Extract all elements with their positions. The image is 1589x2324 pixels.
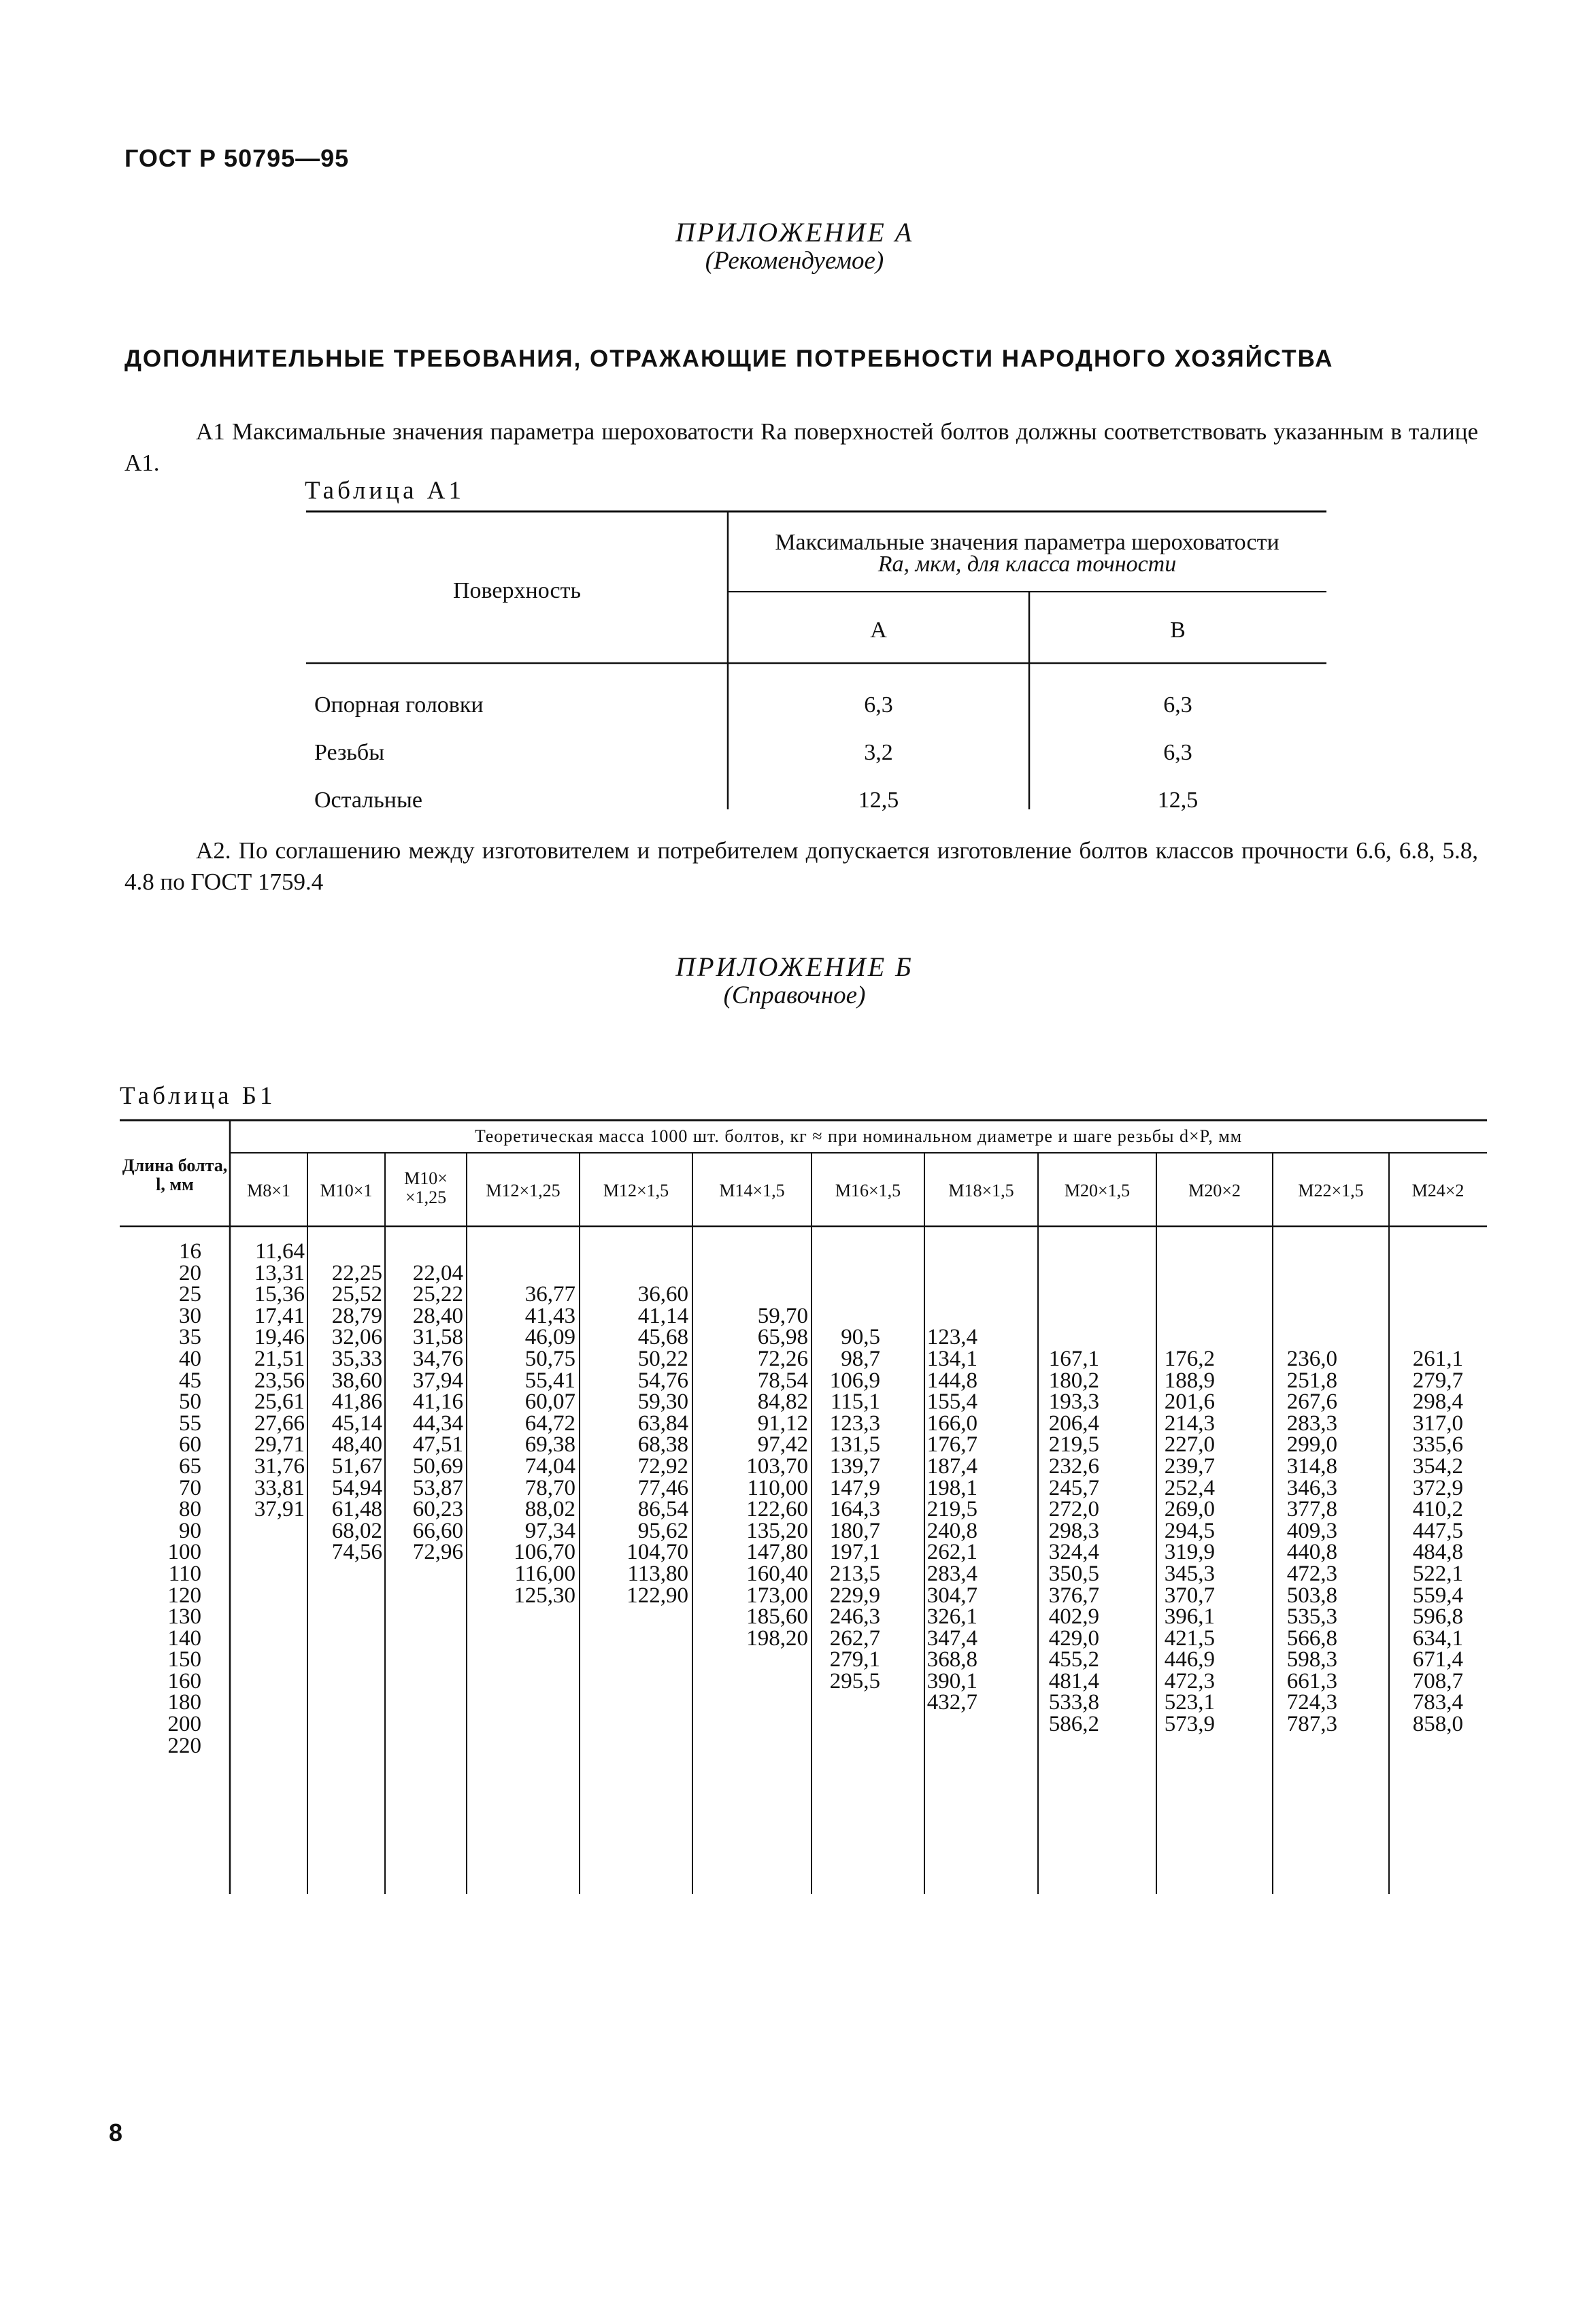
appendix-b-subtitle: (Справочное)	[723, 981, 866, 1009]
table-b1-col-header: M18×1,5	[948, 1181, 1014, 1200]
table-a1-header-group-line1: Максимальные значения параметра шероховатости	[775, 530, 1279, 555]
table-a1-header-a: А	[870, 618, 887, 643]
table-b1-col-header: M14×1,5	[719, 1181, 785, 1200]
document-code: ГОСТ Р 50795—95	[124, 144, 350, 172]
table-b1-value-column: 59,70 65,98 72,26 78,54 84,82 91,12 97,42 103,70 110,00 122,60 135,20 147,80 160,40 173,00 185,60 198,20	[746, 1303, 808, 1651]
table-a1-header-b: В	[1170, 618, 1186, 643]
paragraph-a2-text: А2. По соглашению между изготовителем и потребителем допускается изготовление болтов классов прочности 6.6, 6.8, 5.8, 4.8 по ГОСТ 1759.4	[124, 837, 1478, 895]
section-heading: ДОПОЛНИТЕЛЬНЫЕ ТРЕБОВАНИЯ, ОТРАЖАЮЩИЕ ПОТРЕБНОСТИ НАРОДНОГО ХОЗЯЙСТВА	[124, 346, 1334, 372]
table-b1-col-header: M12×1,5	[603, 1181, 669, 1200]
paragraph-a2	[124, 835, 1478, 898]
table-b1-value-column: 167,1 180,2 193,3 206,4 219,5 232,6 245,7 272,0 298,3 324,4 350,5 376,7 402,9 429,0 455,2 481,4 533,8 586,2	[1048, 1346, 1099, 1737]
paragraph-a1	[124, 416, 1478, 479]
table-b1-col-header: M8×1	[247, 1181, 290, 1200]
table-b1-value-column: 11,64 13,31 15,36 17,41 19,46 21,51 23,56 25,61 27,66 29,71 31,76 33,81 37,91	[254, 1239, 305, 1522]
appendix-a-title: ПРИЛОЖЕНИЕ А	[675, 217, 914, 248]
table-a1-row-a: 12,5	[858, 788, 899, 813]
table-b1-length-column: 16 20 25 30 35 40 45 50 55 60 65 70 80 90 100 110 120 130 140 150 160 180 200 220	[167, 1239, 201, 1758]
table-a1-row-a: 3,2	[864, 740, 893, 765]
page-number: 8	[109, 2119, 123, 2146]
table-b1-value-column: 236,0 251,8 267,6 283,3 299,0 314,8 346,3 377,8 409,3 440,8 472,3 503,8 535,3 566,8 598,3 661,3 724,3 787,3	[1286, 1346, 1337, 1737]
table-b1-col-header: M10× ×1,25	[404, 1168, 448, 1207]
table-b1-header-length: Длина болта, l, мм	[122, 1156, 228, 1194]
table-a1-row-surface: Резьбы	[314, 740, 385, 765]
table-b1-value-column: 36,77 41,43 46,09 50,75 55,41 60,07 64,72 69,38 74,04 78,70 88,02 97,34 106,70 116,00 125,30	[514, 1282, 575, 1608]
table-b1-value-column: 22,04 25,22 28,40 31,58 34,76 37,94 41,16 44,34 47,51 50,69 53,87 60,23 66,60 72,96	[412, 1260, 463, 1565]
table-a1-header-surface: Поверхность	[453, 578, 581, 603]
table-b1-col-header: M22×1,5	[1298, 1181, 1364, 1200]
table-b1-value-column: 36,60 41,14 45,68 50,22 54,76 59,30 63,84 68,38 72,92 77,46 86,54 95,62 104,70 113,80 122,90	[626, 1282, 688, 1608]
table-b1-col-header: M20×2	[1188, 1181, 1241, 1200]
table-a1-row-surface: Опорная головки	[314, 692, 484, 718]
table-a1	[306, 510, 1326, 813]
table-a1-row-a: 6,3	[864, 692, 893, 718]
table-b1-value-column: 123,4 134,1 144,8 155,4 166,0 176,7 187,4 198,1 219,5 240,8 262,1 283,4 304,7 326,1 347,4 368,8 390,1 432,7	[926, 1325, 977, 1715]
table-b1-header-group: Теоретическая масса 1000 шт. болтов, кг ≈ при номинальном диаметре и шаге резьбы d×P, мм	[474, 1126, 1243, 1146]
table-b1-value-column: 176,2 188,9 201,6 214,3 227,0 239,7 252,4 269,0 294,5 319,9 345,3 370,7 396,1 421,5 446,9 472,3 523,1 573,9	[1164, 1346, 1215, 1737]
table-b1-value-column: 261,1 279,7 298,4 317,0 335,6 354,2 372,9 410,2 447,5 484,8 522,1 559,4 596,8 634,1 671,4 708,7 783,4 858,0	[1412, 1346, 1463, 1737]
table-a1-header-group-line2: Ra, мкм, для класса точности	[877, 552, 1177, 577]
table-b1-value-column: 90,5 98,7 106,9 115,1 123,3 131,5 139,7 147,9 164,3 180,7 197,1 213,5 229,9 246,3 262,7 279,1 295,5	[829, 1325, 880, 1694]
table-b1-col-header: M12×1,25	[486, 1181, 561, 1200]
table-b1-col-header: M20×1,5	[1064, 1181, 1131, 1200]
table-a1-header-group	[728, 532, 1326, 575]
appendix-b-title: ПРИЛОЖЕНИЕ Б	[675, 952, 914, 982]
appendix-a-subtitle: (Рекомендуемое)	[705, 247, 884, 275]
table-a1-row-b: 6,3	[1163, 692, 1192, 718]
table-a1-row-b: 6,3	[1163, 740, 1192, 765]
table-b1	[120, 1119, 1487, 1901]
table-a1-row-b: 12,5	[1157, 788, 1199, 813]
table-b1-col-header: M16×1,5	[835, 1181, 901, 1200]
table-b1-caption: Таблица Б1	[120, 1082, 276, 1110]
paragraph-a1-text: А1 Максимальные значения параметра шероховатости Ra поверхностей болтов должны соответствовать указанным в талице А1.	[124, 418, 1478, 476]
table-b1-value-column: 22,25 25,52 28,79 32,06 35,33 38,60 41,86 45,14 48,40 51,67 54,94 61,48 68,02 74,56	[331, 1260, 382, 1565]
table-a1-row-surface: Остальные	[314, 788, 422, 813]
table-b1-col-header: M10×1	[320, 1181, 373, 1200]
table-a1-caption: Таблица А1	[305, 477, 465, 505]
table-b1-col-header: M24×2	[1411, 1181, 1465, 1200]
